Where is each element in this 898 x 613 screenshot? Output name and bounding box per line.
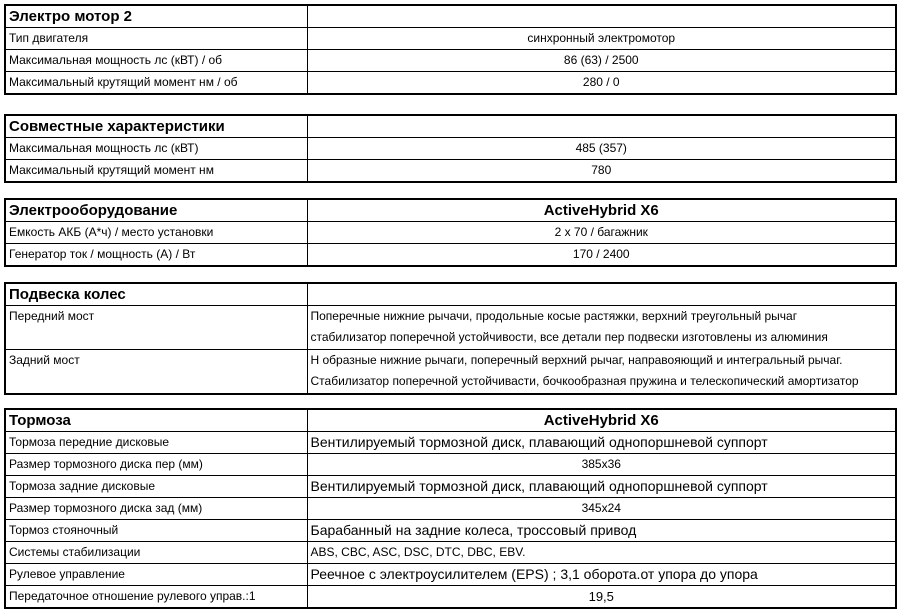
row-value: 86 (63) / 2500 [307, 50, 896, 72]
table-row [5, 350, 896, 395]
row-label: Тормоза задние дисковые [5, 476, 307, 498]
table-row [5, 28, 896, 50]
section-header-row [5, 5, 896, 28]
column-header [307, 283, 896, 306]
section-header-row [5, 409, 896, 432]
row-label: Генератор ток / мощность (А) / Вт [5, 244, 307, 267]
section-title: Тормоза [5, 409, 307, 432]
row-label: Максимальная мощность лс (кВТ) [5, 138, 307, 160]
column-header: ActiveHybrid X6 [307, 409, 896, 432]
section-title: Подвеска колес [5, 283, 307, 306]
section-header-row [5, 199, 896, 222]
row-value [307, 306, 896, 350]
section-title: Электро мотор 2 [5, 5, 307, 28]
value-line: Поперечные нижние рычачи, продольные косые растяжки, верхний треугольный рычаг [310, 309, 798, 323]
table-row [5, 160, 896, 183]
row-value [307, 350, 896, 395]
value-line: Стабилизатор поперечной устойчивасти, бочкообразная пружина и телескопический амортизатор [310, 374, 859, 388]
row-value: Барабанный на задние колеса, троссовый привод [307, 520, 896, 542]
brakes-table [4, 408, 897, 609]
row-label: Тормоз стояночный [5, 520, 307, 542]
row-value: синхронный электромотор [307, 28, 896, 50]
value-line: Н образные нижние рычаги, поперечный верхний рычаг, направояющий и интегральный рычаг. [310, 353, 843, 367]
table-row [5, 432, 896, 454]
table-row [5, 222, 896, 244]
row-value: 385x36 [307, 454, 896, 476]
table-row [5, 476, 896, 498]
table-row [5, 520, 896, 542]
table-row [5, 244, 896, 267]
column-header [307, 115, 896, 138]
table-row [5, 586, 896, 609]
row-label: Рулевое управление [5, 564, 307, 586]
section-title: Электрооборудование [5, 199, 307, 222]
row-label: Тормоза передние дисковые [5, 432, 307, 454]
table-row [5, 72, 896, 95]
row-label: Тип двигателя [5, 28, 307, 50]
section-header-row [5, 115, 896, 138]
table-row [5, 454, 896, 476]
row-label: Задний мост [5, 350, 307, 395]
row-label: Максимальный крутящий момент нм / об [5, 72, 307, 95]
table-row [5, 564, 896, 586]
row-value: Вентилируемый тормозной диск, плавающий однопоршневой суппорт [307, 476, 896, 498]
electric-motor-2-table [4, 4, 897, 95]
section-header-row [5, 283, 896, 306]
row-label: Размер тормозного диска зад (мм) [5, 498, 307, 520]
table-row [5, 498, 896, 520]
row-label: Максимальный крутящий момент нм [5, 160, 307, 183]
row-value: 280 / 0 [307, 72, 896, 95]
row-value: 485 (357) [307, 138, 896, 160]
row-value: 2 x 70 / багажник [307, 222, 896, 244]
row-label: Размер тормозного диска пер (мм) [5, 454, 307, 476]
row-value: 19,5 [307, 586, 896, 609]
table-row [5, 542, 896, 564]
row-label: Передаточное отношение рулевого управ.:1 [5, 586, 307, 609]
row-label: Максимальная мощность лс (кВТ) / об [5, 50, 307, 72]
column-header [307, 5, 896, 28]
value-line: стабилизатор поперечной устойчивости, все детали пер подвески изготовлены из алюминия [310, 330, 828, 344]
table-row [5, 138, 896, 160]
row-label: Емкость АКБ (А*ч) / место установки [5, 222, 307, 244]
wheel-suspension-table [4, 282, 897, 395]
table-row [5, 306, 896, 350]
row-label: Системы стабилизации [5, 542, 307, 564]
column-header: ActiveHybrid X6 [307, 199, 896, 222]
row-value: 780 [307, 160, 896, 183]
row-label: Передний мост [5, 306, 307, 350]
table-row [5, 50, 896, 72]
row-value: 170 / 2400 [307, 244, 896, 267]
row-value: Вентилируемый тормозной диск, плавающий однопоршневой суппорт [307, 432, 896, 454]
row-value: ABS, CBC, ASC, DSC, DTC, DBC, EBV. [307, 542, 896, 564]
row-value: 345x24 [307, 498, 896, 520]
combined-characteristics-table [4, 114, 897, 183]
section-title: Совместные характеристики [5, 115, 307, 138]
row-value: Реечное с электроусилителем (EPS) ; 3,1 оборота.от упора до упора [307, 564, 896, 586]
electrical-equipment-table [4, 198, 897, 267]
